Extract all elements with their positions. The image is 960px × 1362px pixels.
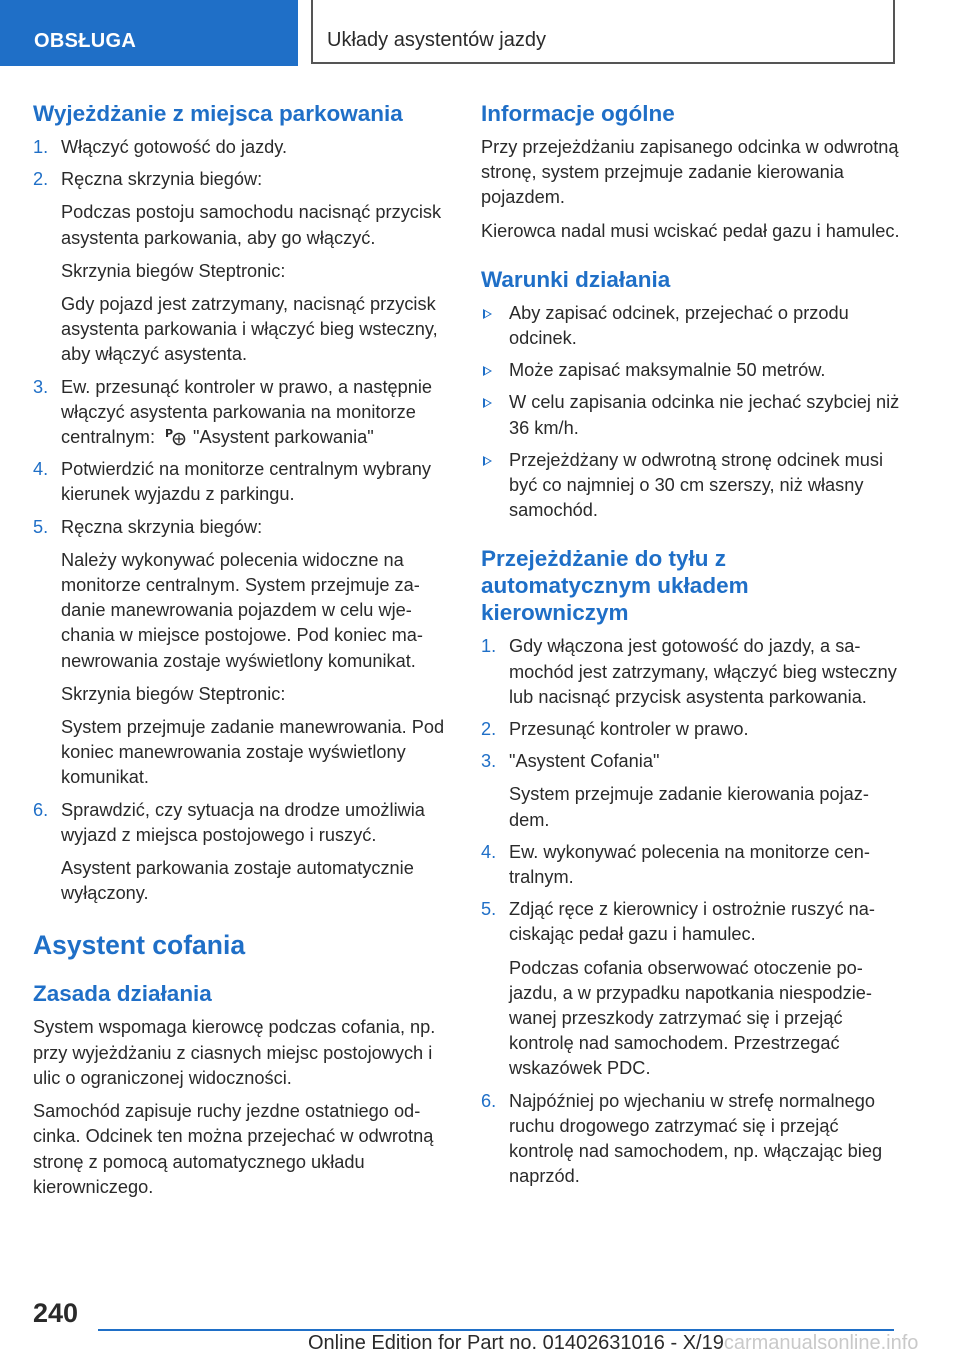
step-text: Skrzynia biegów Steptronic:	[61, 260, 286, 281]
list-item	[481, 1089, 901, 1190]
step-text: Ręczna skrzynia biegów:	[61, 169, 263, 190]
right-column	[481, 100, 901, 1197]
step-text: Asystent parkowania zostaje automatycznie wyłączony.	[61, 858, 414, 904]
step-text: Włączyć gotowość do jazdy.	[61, 137, 288, 157]
principle-heading: Zasada działania	[33, 981, 212, 1007]
step-number: 2.	[33, 169, 49, 190]
conditions-heading: Warunki działania	[481, 266, 671, 292]
reverse-assistant-heading: Asystent cofania	[33, 930, 246, 961]
list-item	[481, 717, 901, 742]
principle-paragraph: Samochód zapisuje ruchy jezdne ostatniego odcinka. Odcinek ten można przejechać w odwrotną stronę z pomocą automatycznego układu kierowniczego.	[33, 1101, 434, 1197]
step-number: 4.	[33, 459, 49, 480]
step-number: 3.	[481, 751, 497, 772]
bullet-triangle-icon	[483, 309, 492, 319]
step-number: 6.	[33, 799, 49, 820]
step-text-main: Ew. przesunąć kontroler w prawo, a następnie włączyć asystenta parkowania na monitorze centralnym:	[61, 376, 433, 448]
step-text: Skrzynia biegów Steptronic:	[61, 683, 286, 704]
step-text: Przesunąć kontroler w prawo.	[509, 719, 749, 740]
step-number: 3.	[33, 376, 49, 397]
condition-text: Aby zapisać odcinek, przejechać o przodu odcinek.	[509, 302, 849, 349]
list-item	[481, 358, 901, 383]
chapter-title: Układy asystentów jazdy	[311, 0, 895, 64]
step-text: Podczas postoju samochodu nacisnąć przycisk asystenta parkowania, aby go włączyć.	[61, 202, 442, 248]
step-text: Gdy pojazd jest zatrzymany, nacisnąć przycisk asystenta parkowania i włączyć bieg wsteczny, aby włączyć asystenta.	[61, 294, 438, 365]
exit-steps-list	[33, 135, 453, 906]
section-tab: OBSŁUGA	[0, 0, 298, 66]
list-item	[33, 167, 453, 367]
step-number: 5.	[481, 899, 497, 920]
list-item	[481, 897, 901, 1081]
watermark-text: carmanualsonline.info	[723, 1332, 919, 1354]
step-text: System przejmuje zadanie manewrowania. Pod koniec manewrowania zostaje wyświetlony komunikat.	[61, 717, 445, 788]
general-paragraph: Przy przejeżdżaniu zapisanego odcinka w odwrotną stronę, system przejmuje zadanie kierowania pojazdem.	[481, 137, 899, 208]
list-item	[33, 798, 453, 907]
svg-text:P: P	[165, 427, 174, 441]
condition-text: Może zapisać maksymalnie 50 metrów.	[509, 360, 826, 381]
list-item	[33, 515, 453, 791]
bullet-triangle-icon	[483, 456, 492, 466]
drive-steps-list	[481, 634, 901, 1189]
exit-parking-heading: Wyjeżdżanie z miejsca parkowania	[33, 101, 403, 126]
list-item	[481, 390, 901, 440]
step-text: "Asystent Cofania"	[509, 751, 660, 772]
step-text: Najpóźniej po wjechaniu w strefę normalnego ruchu drogowego zatrzymać się i przejąć kontrolę nad samochodem, np. włączając bieg naprzód.	[509, 1090, 883, 1187]
list-item	[481, 749, 901, 833]
bullet-triangle-icon	[483, 398, 492, 408]
step-number: 5.	[33, 516, 49, 537]
step-text: Ręczna skrzynia biegów:	[61, 516, 263, 537]
footer-divider	[98, 1329, 894, 1331]
step-text: Zdjąć ręce z kierownicy i ostrożnie ruszyć naciskając pedał gazu i hamulec.	[509, 899, 875, 945]
list-item	[33, 375, 453, 451]
step-text: Ew. wykonywać polecenia na monitorze centralnym.	[509, 841, 870, 888]
parking-assistant-icon	[165, 426, 187, 446]
list-item	[481, 301, 901, 351]
footer-edition	[308, 1332, 918, 1355]
step-text: Podczas cofania obserwować otoczenie pojazdu, a w przypadku napotkania niespodziewanej przeszkody zatrzymać się i przejąć kontrolę nad samochodem. Przestrzegać wskazówek PDC.	[509, 957, 872, 1079]
menu-item-parking-assistant: "Asystent parkowania"	[193, 427, 374, 448]
step-text: Należy wykonywać polecenia widoczne na monitorze centralnym. System przejmuje zadanie manewrowania pojazdem w celu wjechania w miejsce postojowe. Pod koniec manewrowania zostaje wyświetlony komunikat.	[61, 549, 423, 671]
step-text: Gdy włączona jest gotowość do jazdy, a samochód jest zatrzymany, włączyć bieg wsteczny lub nacisnąć przycisk asystenta parkowania.	[509, 636, 897, 707]
list-item	[481, 634, 901, 710]
general-info-heading: Informacje ogólne	[481, 101, 675, 126]
bullet-triangle-icon	[483, 366, 492, 376]
step-text: Sprawdzić, czy sytuacja na drodze umożliwia wyjazd z miejsca postojowego i ruszyć.	[61, 799, 425, 845]
conditions-list	[481, 301, 901, 524]
list-item	[33, 457, 453, 507]
step-number: 6.	[481, 1090, 497, 1111]
principle-paragraph: System wspomaga kierowcę podczas cofania, np. przy wyjeżdżaniu z ciasnych miejsc postojowych i ulic o ograniczonej widoczności.	[33, 1017, 436, 1088]
condition-text: Przejeżdżany w odwrotną stronę odcinek musi być co najmniej o 30 cm szerszy, niż własny samochód.	[509, 449, 884, 521]
step-number: 4.	[481, 841, 497, 862]
condition-text: W celu zapisania odcinka nie jechać szybciej niż 36 km/h.	[509, 392, 900, 438]
drive-backwards-heading: Przejeżdżanie do tyłu z automatycznym układem kierowniczym	[481, 546, 749, 626]
step-text: Potwierdzić na monitorze centralnym wybrany kierunek wyjazdu z parkingu.	[61, 459, 431, 505]
list-item	[33, 135, 453, 160]
general-paragraph: Kierowca nadal musi wciskać pedał gazu i hamulec.	[481, 220, 900, 241]
step-text	[61, 375, 453, 451]
step-number: 1.	[33, 137, 49, 157]
list-item	[481, 448, 901, 524]
page-number: 240	[33, 1298, 79, 1328]
step-text: System przejmuje zadanie kierowania pojazdem.	[509, 784, 869, 830]
list-item	[481, 840, 901, 890]
edition-text: Online Edition for Part no. 01402631016 - X/19	[308, 1332, 724, 1354]
left-column	[33, 100, 453, 1208]
step-number: 2.	[481, 719, 497, 740]
step-number: 1.	[481, 636, 497, 657]
